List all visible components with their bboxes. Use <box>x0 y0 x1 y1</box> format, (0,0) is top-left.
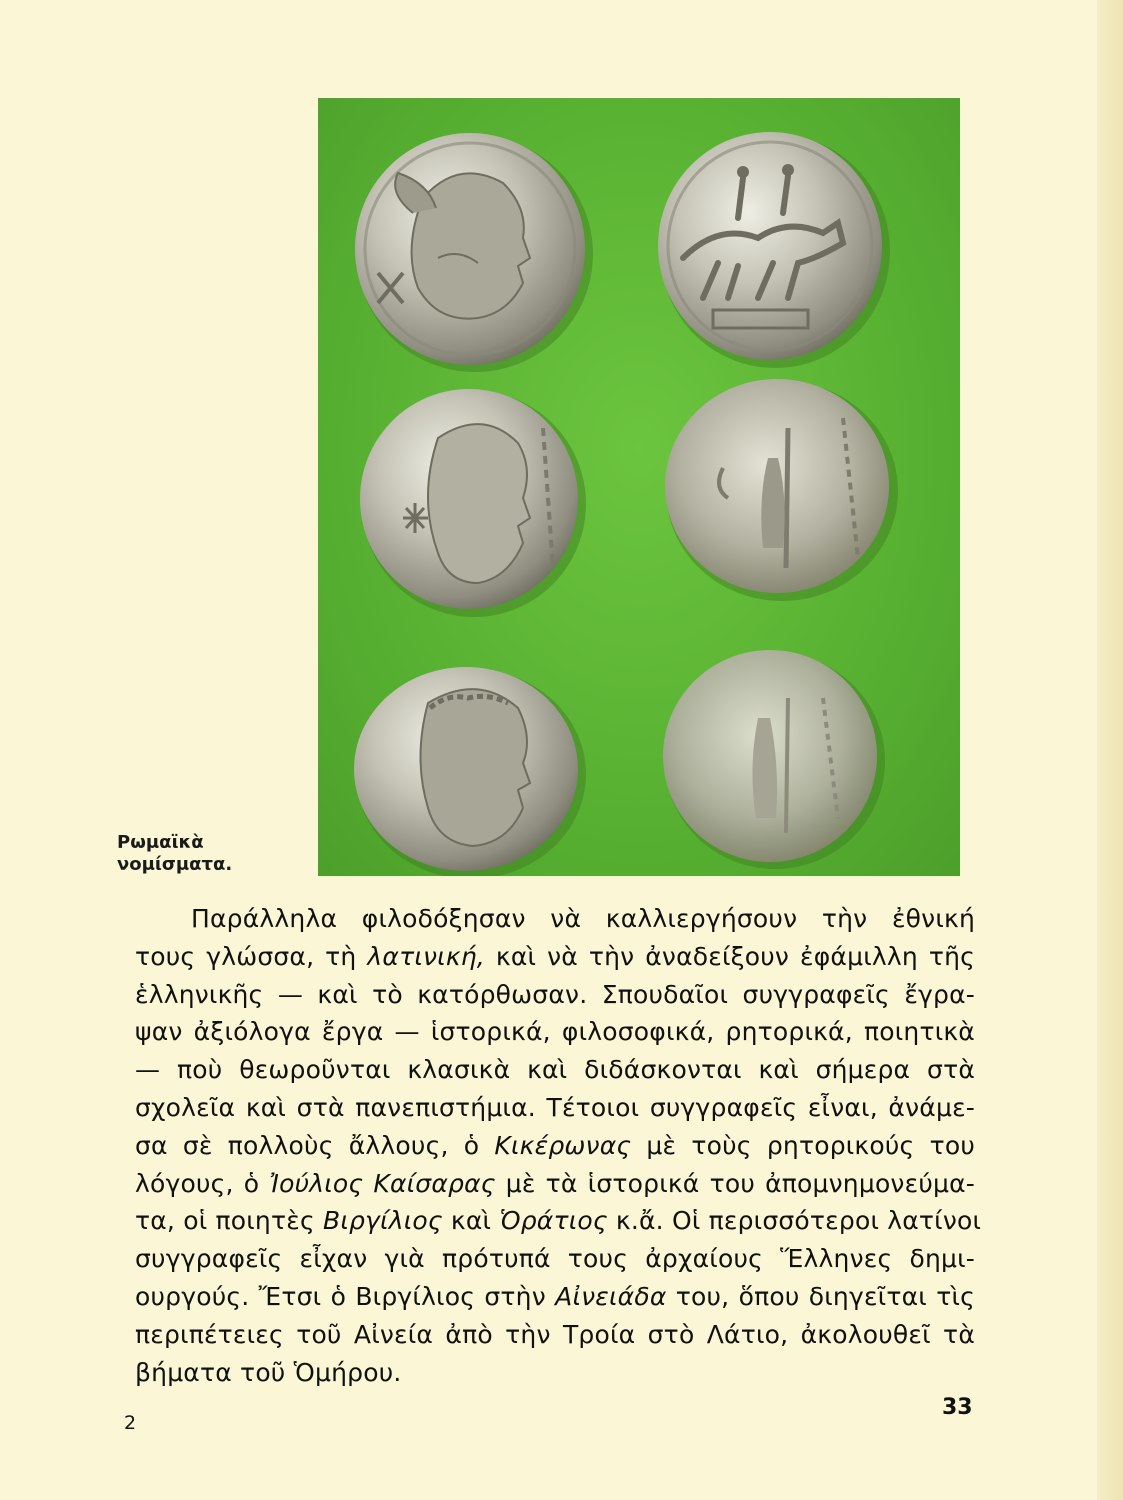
text-run: τα, οἱ ποιητὲς <box>135 1206 323 1236</box>
paragraph-line <box>135 1165 975 1203</box>
text-run: — ποὺ θεωροῦνται κλασικὰ καὶ διδάσκονται καὶ σήμερα στὰ <box>135 1055 975 1085</box>
main-paragraph <box>135 900 982 1391</box>
text-run: μὲ τοὺς ρητορικούς του <box>631 1130 975 1160</box>
coin-head-with-star <box>360 389 586 617</box>
roman-coins-photo <box>318 98 960 876</box>
paragraph-line <box>135 1240 975 1278</box>
text-run: λόγους, ὁ <box>135 1168 270 1198</box>
caption-line-1: Ρωμαϊκὰ <box>117 832 204 853</box>
text-run: βήματα τοῦ Ὁμήρου. <box>135 1357 402 1387</box>
italic-term: Ἰούλιος Καίσαρας <box>269 1168 496 1198</box>
italic-term: Αἰνειάδα <box>555 1281 667 1311</box>
text-run: τους γλώσσα, τὴ <box>135 941 368 971</box>
coin-helmeted-head <box>355 133 593 372</box>
paragraph-line <box>135 1278 975 1316</box>
paragraph-line <box>135 976 975 1014</box>
text-run: σχολεῖα καὶ στὰ πανεπιστήμια. Τέτοιοι συγγραφεῖς εἶναι, ἀνάμε- <box>135 1092 975 1122</box>
paragraph-line <box>135 900 975 938</box>
italic-term: Κικέρωνας <box>494 1130 632 1160</box>
coin-standing-figure <box>665 379 898 601</box>
paragraph-line <box>135 1354 975 1392</box>
coin-dioscuri-horsemen <box>658 132 890 368</box>
text-run: Παράλληλα φιλοδόξησαν νὰ καλλιεργήσουν τὴν ἐθνική <box>191 904 975 933</box>
text-run: του, ὅπου διηγεῖται τὶς <box>666 1281 975 1311</box>
italic-term: Ὁράτιος <box>499 1206 608 1236</box>
caption-line-2: νομίσματα. <box>117 854 233 875</box>
text-run: καὶ νὰ τὴν ἀναδείξουν ἐφάμιλλη τῆς <box>484 941 975 971</box>
text-run: ψαν ἀξιόλογα ἔργα — ἱστορικά, φιλοσοφικά, ρητορικά, ποιητικὰ <box>135 1017 975 1047</box>
italic-term: λατινική, <box>367 941 485 971</box>
paragraph-line <box>135 1202 982 1240</box>
paragraph-line <box>135 1089 975 1127</box>
text-run: σα σὲ πολλοὺς ἄλλους, ὁ <box>135 1130 495 1160</box>
paragraph-line <box>135 1127 975 1165</box>
paragraph-line <box>135 938 975 976</box>
text-run: καὶ <box>442 1206 500 1236</box>
text-run: ουργούς. Ἔτσι ὁ Βιργίλιος στὴν <box>135 1281 556 1311</box>
paragraph-line <box>135 1013 975 1051</box>
sheet-number: 2 <box>124 1412 137 1434</box>
coin-laureate-head <box>354 667 586 876</box>
text-run: συγγραφεῖς εἶχαν γιὰ πρότυπά τους ἀρχαίους Ἕλληνες δημι- <box>135 1244 975 1274</box>
photo-caption <box>117 832 307 876</box>
text-run: μὲ τὰ ἱστορικά του ἀπομνημονεύμα- <box>495 1168 975 1198</box>
text-run: ἑλληνικῆς — καὶ τὸ κατόρθωσαν. Σπουδαῖοι συγγραφεῖς ἔγρα- <box>135 979 975 1009</box>
coins-illustration <box>318 98 960 876</box>
coin-worn-figure <box>663 650 885 869</box>
paragraph-line <box>135 1316 975 1354</box>
italic-term: Βιργίλιος <box>322 1206 443 1236</box>
page-edge <box>1097 0 1123 1500</box>
page-number: 33 <box>942 1395 973 1420</box>
paragraph-line <box>135 1051 975 1089</box>
text-run: κ.ἄ. Οἱ περισσότεροι λατίνοι <box>607 1206 982 1236</box>
text-run: περιπέτειες τοῦ Αἰνεία ἀπὸ τὴν Τροία στὸ Λάτιο, ἀκολουθεῖ τὰ <box>135 1319 975 1349</box>
